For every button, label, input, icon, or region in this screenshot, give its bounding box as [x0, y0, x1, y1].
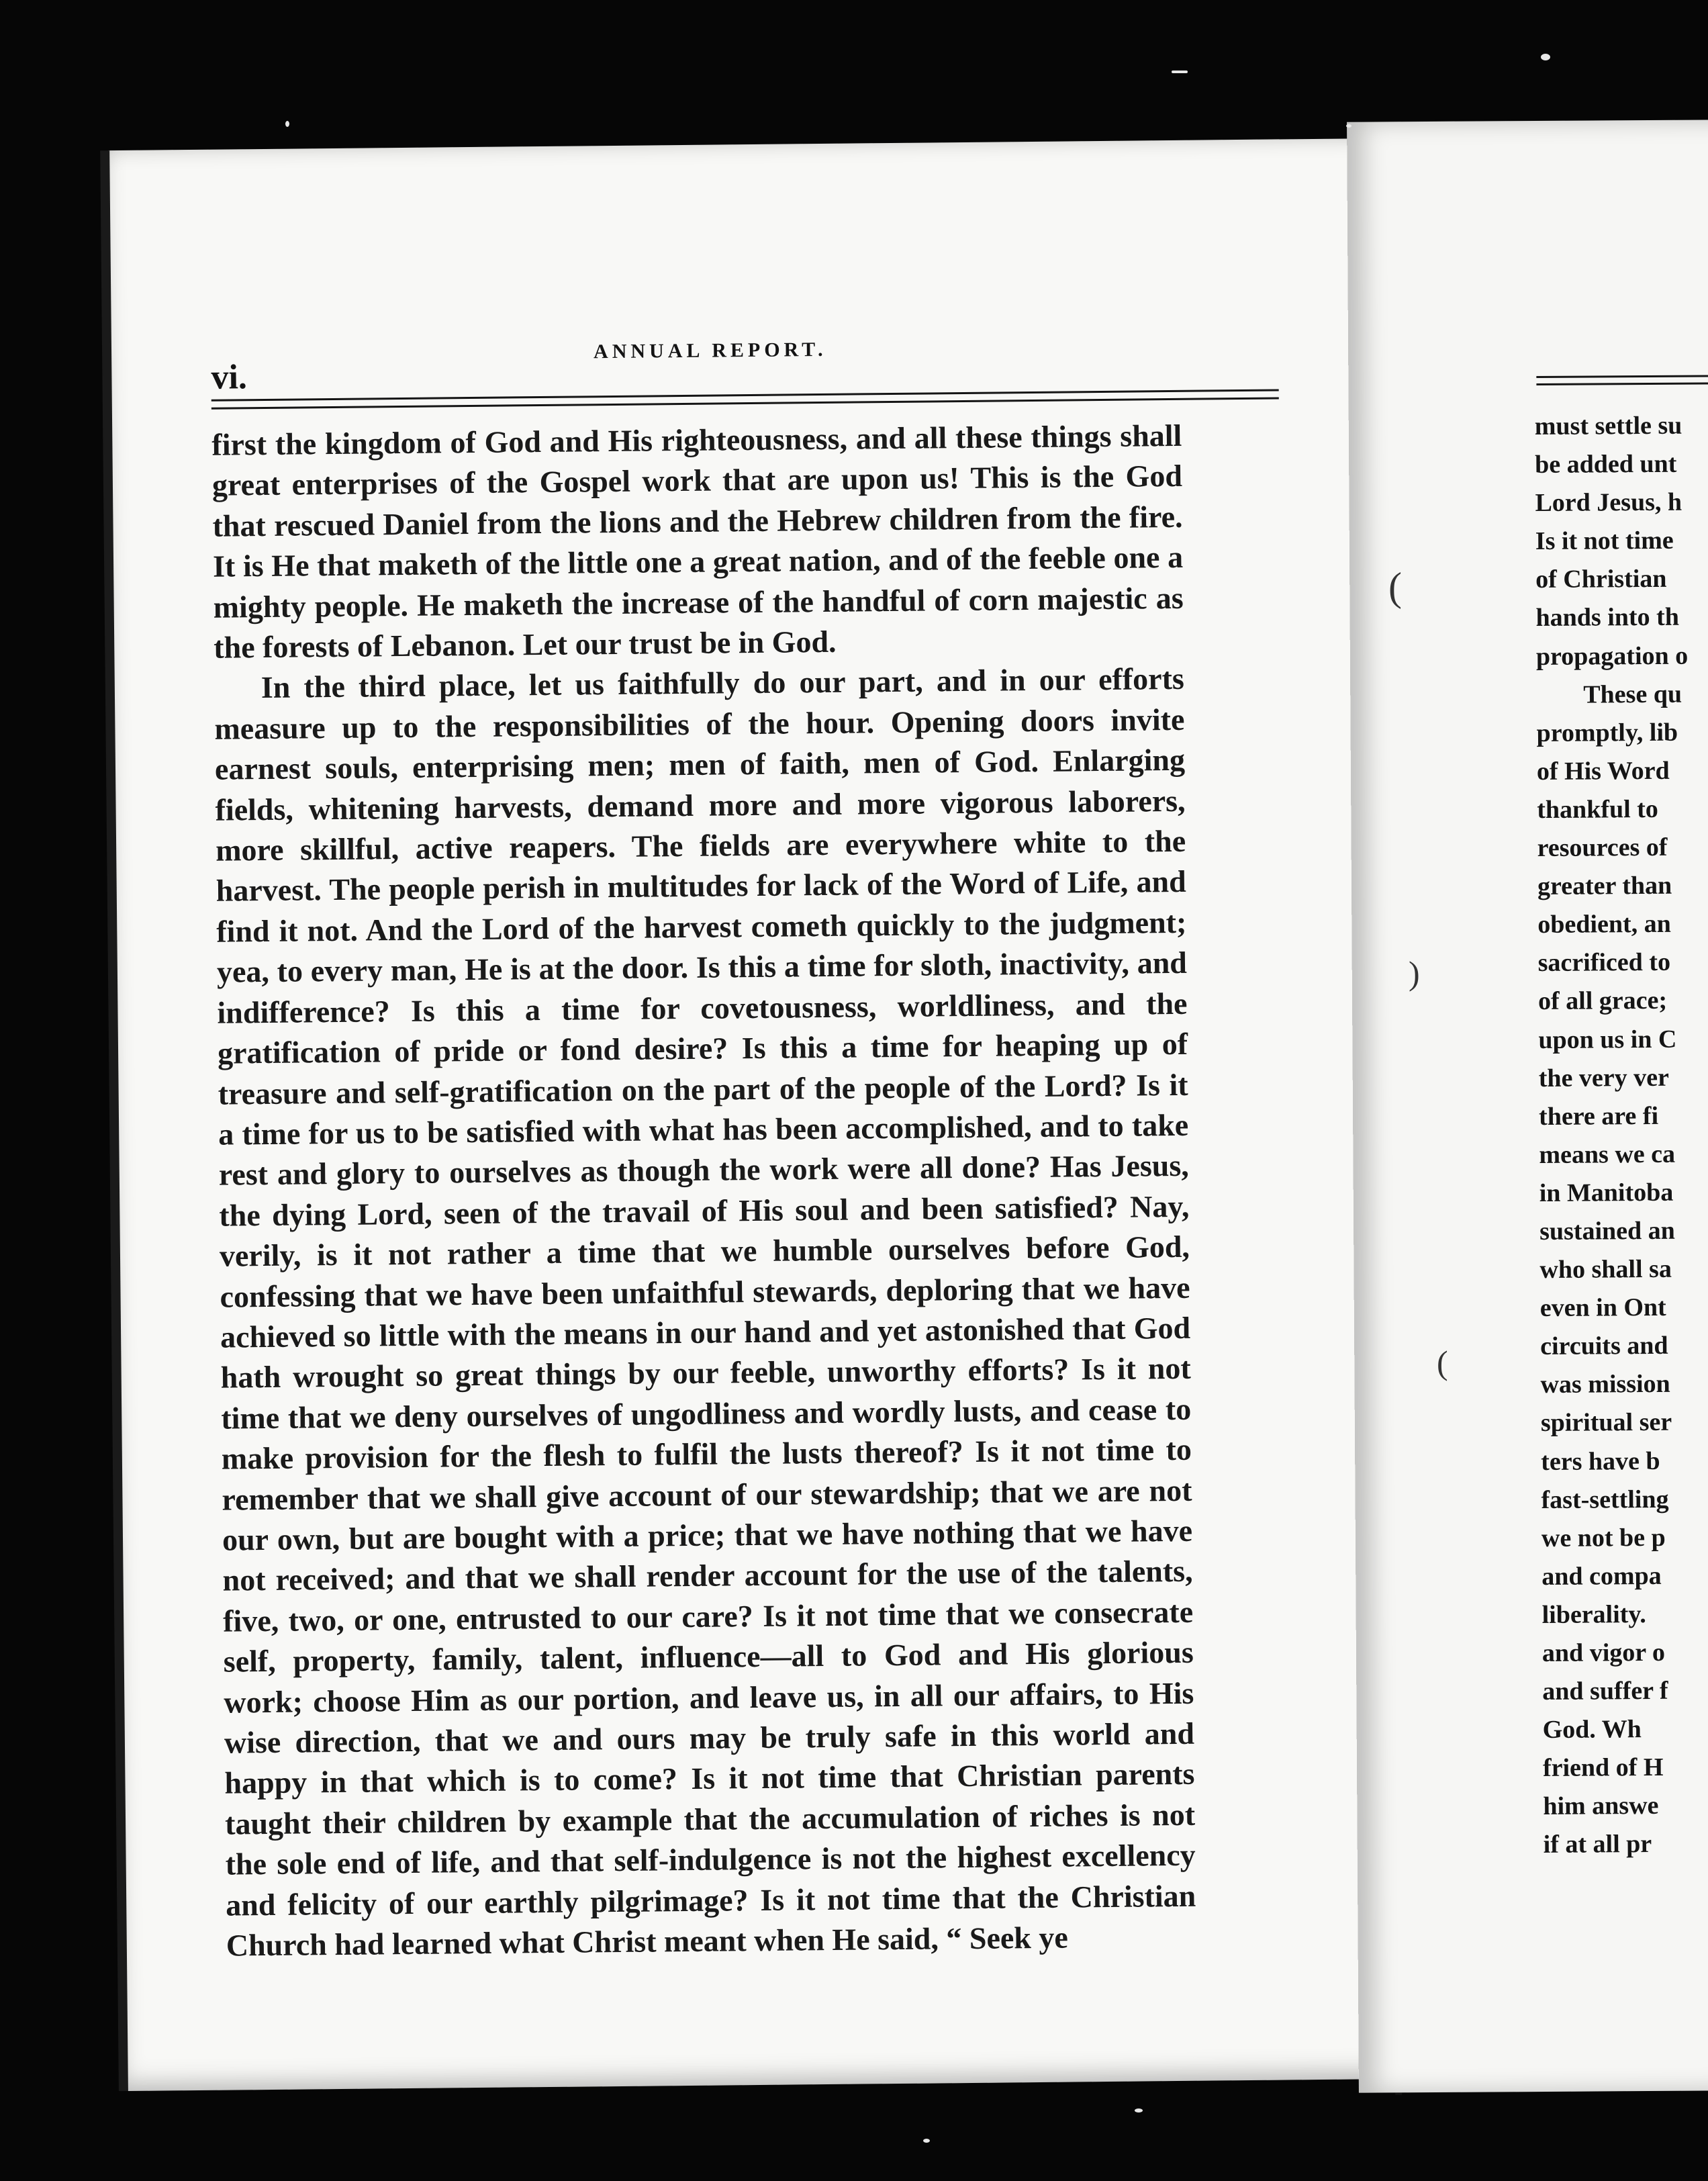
paragraph: In the third place, let us faithfully do our part, and in our efforts measure up to the responsibilities of the hour. Opening doors invite earnest souls, enterprising men; men of faith, men of God. Enlarging fields, whitening harvests, demand more and more vigorous laborers, more skillful, active reapers. The fields are everywhere white to the harvest. The people perish in multitudes for lack of the Word of Life, and find it not. And the Lord of the harvest cometh quickly to the judgment; yea, to every man, He is at the door. Is this a time for sloth, inactivity, and indifference? Is this a time for covetousness, worldliness, and the gratification of pride or fond desire? Is this a time for heaping up of treasure and self-gratification on the part of the people of the Lord? Is it a time for us to be satisfied with what has been accomplished, and to take rest and glory to ourselves as though the work were all done? Has Jesus, the dying Lord, seen of the travail of His soul and been satisfied? Nay, verily, is it not rather a time that we humble ourselves before God, confessing that we have been unfaithful stewards, deploring that we have achieved so little with the means in our hand and yet astonished that God hath wrought so great things by our feeble, unworthy efforts? Is it not time that we deny ourselves of ungodliness and wordly lusts, and cease to make provision for the flesh to fulfil the lusts thereof? Is it not time to remember that we shall give account of our stewardship; that we are not our own, but are bought with a price; that we have nothing that we have not received; and that we shall render account for the use of the talents, five, two, or one, entrusted to our care? Is it not time that we consecrate self, property, family, talent, influence—all to God and His glorious work; choose Him as our portion, and leave us, in all our affairs, to His wise direction, that we and ours may be truly safe in this world and happy in that which is to come? Is it not time that Christian parents taught their children by example that the accumulation of riches is not the sole end of life, and that self-indulgence is not the highest excellency and felicity of our earthly pilgrimage? Is it not time that the Christian Church had learned what Christ meant when He said, “ Seek ye	[214, 661, 1196, 1963]
right-page-line: hands into th	[1535, 603, 1680, 633]
right-page-line: even in Ont	[1539, 1293, 1666, 1323]
dust-speck	[1172, 71, 1188, 73]
dust-speck	[285, 121, 289, 127]
left-page	[108, 138, 1403, 2091]
right-page-line: ters have b	[1541, 1446, 1660, 1476]
right-page-line: resources of	[1537, 833, 1668, 863]
margin-mark: (	[1388, 565, 1402, 609]
right-page-line: there are fi	[1538, 1101, 1659, 1131]
right-page-line: of Christian	[1535, 565, 1667, 594]
right-page-line: liberality.	[1541, 1599, 1646, 1629]
right-page-line: and suffer f	[1542, 1676, 1668, 1706]
right-page-line: These qu	[1583, 680, 1682, 709]
right-page-line: in Manitoba	[1539, 1178, 1674, 1207]
right-rule	[1536, 375, 1708, 378]
margin-mark: (	[1437, 1344, 1448, 1381]
right-page-line: of all grace;	[1537, 986, 1668, 1016]
right-page-line: him answe	[1543, 1792, 1659, 1821]
running-head: ANNUAL REPORT.	[593, 338, 827, 363]
right-page	[1347, 120, 1708, 2092]
right-page-line: who shall sa	[1539, 1254, 1672, 1285]
dust-speck	[1135, 2108, 1143, 2113]
right-page-line: we not be p	[1541, 1523, 1666, 1552]
dust-speck	[1346, 124, 1351, 128]
right-rule	[1536, 382, 1708, 385]
paragraph: first the kingdom of God and His righteousness, and all these things shall great enterprises of the Gospel work that are upon us! This is the God that rescued Daniel from the lions and the Hebrew children from the fire. It is He that maketh of the little one a great nation, and of the feeble one a mighty people. He maketh the increase of the handful of corn majestic as the forests of Lebanon. Let our trust be in God.	[211, 418, 1184, 665]
right-page-line: promptly, lib	[1536, 718, 1678, 747]
right-page-line: of His Word	[1536, 756, 1670, 786]
right-header-rules	[1536, 375, 1708, 391]
right-page-line: was mission	[1540, 1370, 1670, 1399]
margin-mark: )	[1409, 954, 1420, 992]
right-page-line: Is it not time	[1535, 526, 1674, 556]
right-page-line: and compa	[1541, 1561, 1662, 1591]
right-page-text	[1535, 406, 1708, 1864]
right-page-line: sacrificed to	[1537, 948, 1671, 978]
right-page-line: circuits and	[1540, 1332, 1668, 1361]
right-page-line: means we ca	[1539, 1140, 1676, 1169]
right-page-line: be added unt	[1535, 449, 1677, 479]
page-number: vi.	[211, 358, 248, 397]
right-page-line: the very ver	[1538, 1063, 1669, 1093]
right-page-line: spiritual ser	[1540, 1408, 1672, 1438]
right-page-line: thankful to	[1537, 794, 1658, 824]
right-page-line: God. Wh	[1542, 1715, 1642, 1745]
right-page-line: must settle su	[1534, 411, 1682, 441]
body-text	[211, 416, 1196, 1966]
right-page-line: fast-settling	[1541, 1485, 1669, 1514]
right-page-line: Lord Jesus, h	[1535, 488, 1682, 518]
right-page-line: upon us in C	[1538, 1025, 1677, 1054]
right-page-line: if at all pr	[1543, 1830, 1652, 1859]
right-page-line: propagation o	[1535, 641, 1689, 671]
right-page-line: greater than	[1537, 871, 1672, 901]
right-page-line: and vigor o	[1541, 1638, 1666, 1668]
dust-speck	[923, 2139, 930, 2143]
dust-speck	[1541, 54, 1550, 60]
right-page-line: sustained an	[1539, 1216, 1675, 1246]
right-page-line: obedient, an	[1537, 910, 1671, 939]
right-page-line: friend of H	[1542, 1753, 1664, 1783]
